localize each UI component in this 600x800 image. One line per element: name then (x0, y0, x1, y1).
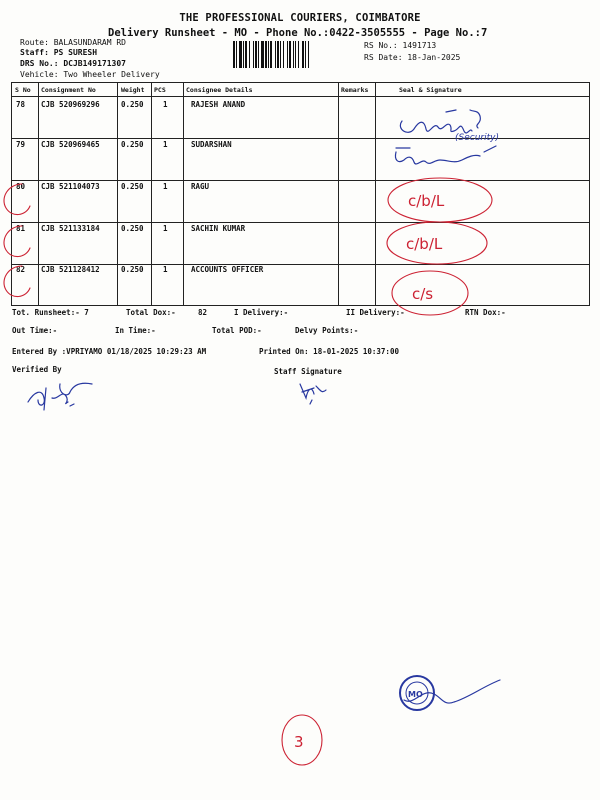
column-divider (11, 82, 12, 306)
out-time: Out Time:- (12, 326, 58, 335)
verified-by: Verified By (12, 365, 62, 374)
barcode-bar (245, 41, 247, 68)
row-weight: 0.250 (121, 100, 144, 109)
barcode-bar (287, 41, 288, 68)
i-delivery: I Delivery:- (234, 308, 289, 317)
barcode-bar (261, 41, 264, 68)
tot-runsheet: Tot. Runsheet:- 7 (12, 308, 89, 317)
row-consignment: CJB 520969465 (41, 140, 100, 149)
row-consignee: ACCOUNTS OFFICER (191, 265, 264, 274)
total-pod: Total POD:- (212, 326, 262, 335)
row-divider (11, 180, 590, 181)
header-seal-signature: Seal & Signature (399, 86, 462, 94)
row-82-initials: c/s (412, 285, 434, 303)
stamp-signature (404, 680, 500, 703)
staff-label: Staff: PS SURESH (20, 48, 98, 57)
row-pcs: 1 (163, 224, 168, 233)
column-divider (375, 82, 376, 306)
header-pcs: PCS (154, 86, 166, 94)
barcode-bar (265, 41, 267, 68)
row-80-initials: c/b/L (408, 192, 445, 210)
barcode-bar (249, 41, 250, 68)
barcode-bar (283, 41, 284, 68)
row-sno: 78 (16, 100, 26, 109)
barcode-bar (289, 41, 291, 68)
barcode-bar (308, 41, 309, 68)
entered-by: Entered By :VPRIYAMO 01/18/2025 10:29:23 AM (12, 347, 207, 356)
barcode-bar (270, 41, 272, 68)
verified-by-signature (28, 383, 92, 410)
barcode-bar (255, 41, 257, 68)
barcode-bar (258, 41, 259, 68)
page-number-circle (282, 715, 322, 765)
row-pcs: 1 (163, 265, 168, 274)
company-title: THE PROFESSIONAL COURIERS, COIMBATORE (179, 12, 421, 24)
stamp-inner-circle (406, 682, 428, 704)
row-consignee: SACHIN KUMAR (191, 224, 246, 233)
column-divider (589, 82, 590, 306)
row-weight: 0.250 (121, 140, 144, 149)
row-weight: 0.250 (121, 182, 144, 191)
total-dox-label: Total Dox:- (126, 308, 176, 317)
header-divider (11, 96, 590, 97)
runsheet-title: Delivery Runsheet - MO - Phone No.:0422-3505555 - Page No.:7 (108, 27, 488, 39)
barcode-bar (277, 41, 279, 68)
row-sno: 82 (16, 265, 26, 274)
row-pcs: 1 (163, 100, 168, 109)
barcode-bar (280, 41, 281, 68)
barcode-bar (233, 41, 235, 68)
security-note: (Security) (455, 133, 499, 143)
row-divider (11, 222, 590, 223)
barcode-bar (298, 41, 299, 68)
barcode-bar (239, 41, 242, 68)
row-consignee: RAGU (191, 182, 210, 191)
barcode-bar (305, 41, 306, 68)
stamp-text: MO (408, 690, 423, 699)
row-weight: 0.250 (121, 265, 144, 274)
row-consignment: CJB 520969296 (41, 100, 100, 109)
column-divider (117, 82, 118, 306)
row-81-initials: c/b/L (406, 235, 443, 253)
row-consignee: RAJESH ANAND (191, 100, 246, 109)
column-divider (183, 82, 184, 306)
barcode-bar (236, 41, 237, 68)
column-divider (38, 82, 39, 306)
page-mark: 3 (294, 733, 304, 751)
row-consignment: CJB 521104073 (41, 182, 100, 191)
row-sno: 80 (16, 182, 26, 191)
in-time: In Time:- (115, 326, 156, 335)
barcode-bar (295, 41, 296, 68)
barcode-bar (268, 41, 269, 68)
row-consignment: CJB 521133184 (41, 224, 100, 233)
ii-delivery: II Delivery:- (346, 308, 405, 317)
barcode-bar (275, 41, 276, 68)
route-label: Route: BALASUNDARAM RD (20, 38, 126, 47)
staff-signature-label: Staff Signature (274, 367, 342, 376)
barcode (233, 41, 359, 68)
vehicle-label: Vehicle: Two Wheeler Delivery (20, 70, 160, 79)
rtn-dox: RTN Dox:- (465, 308, 506, 317)
rs-number: RS No.: 1491713 (364, 41, 437, 50)
barcode-bar (302, 41, 304, 68)
row-sno: 79 (16, 140, 26, 149)
rs-date: RS Date: 18-Jan-2025 (364, 53, 461, 62)
drs-number: DRS No.: DCJB149171307 (20, 59, 126, 68)
total-dox-value: 82 (198, 308, 208, 317)
row-consignee: SUDARSHAN (191, 140, 232, 149)
row-sno: 81 (16, 224, 26, 233)
barcode-bar (243, 41, 244, 68)
column-divider (151, 82, 152, 306)
barcode-bar (253, 41, 254, 68)
row-pcs: 1 (163, 182, 168, 191)
barcode-bar (293, 41, 294, 68)
row-divider (11, 138, 590, 139)
row-weight: 0.250 (121, 224, 144, 233)
header-consignment: Consignment No (41, 86, 96, 94)
table-border-top (11, 82, 590, 83)
header-consignee: Consignee Details (186, 86, 253, 94)
header-sno: S No (15, 86, 31, 94)
header-remarks: Remarks (341, 86, 369, 94)
header-weight: Weight (121, 86, 145, 94)
stamp-circle (400, 676, 434, 710)
printed-on: Printed On: 18-01-2025 10:37:00 (259, 347, 399, 356)
staff-signature-mark (300, 384, 326, 404)
row-pcs: 1 (163, 140, 168, 149)
table-border-bottom (11, 305, 590, 306)
row-consignment: CJB 521128412 (41, 265, 100, 274)
column-divider (338, 82, 339, 306)
runsheet-table (11, 82, 590, 306)
delvy-points: Delvy Points:- (295, 326, 359, 335)
